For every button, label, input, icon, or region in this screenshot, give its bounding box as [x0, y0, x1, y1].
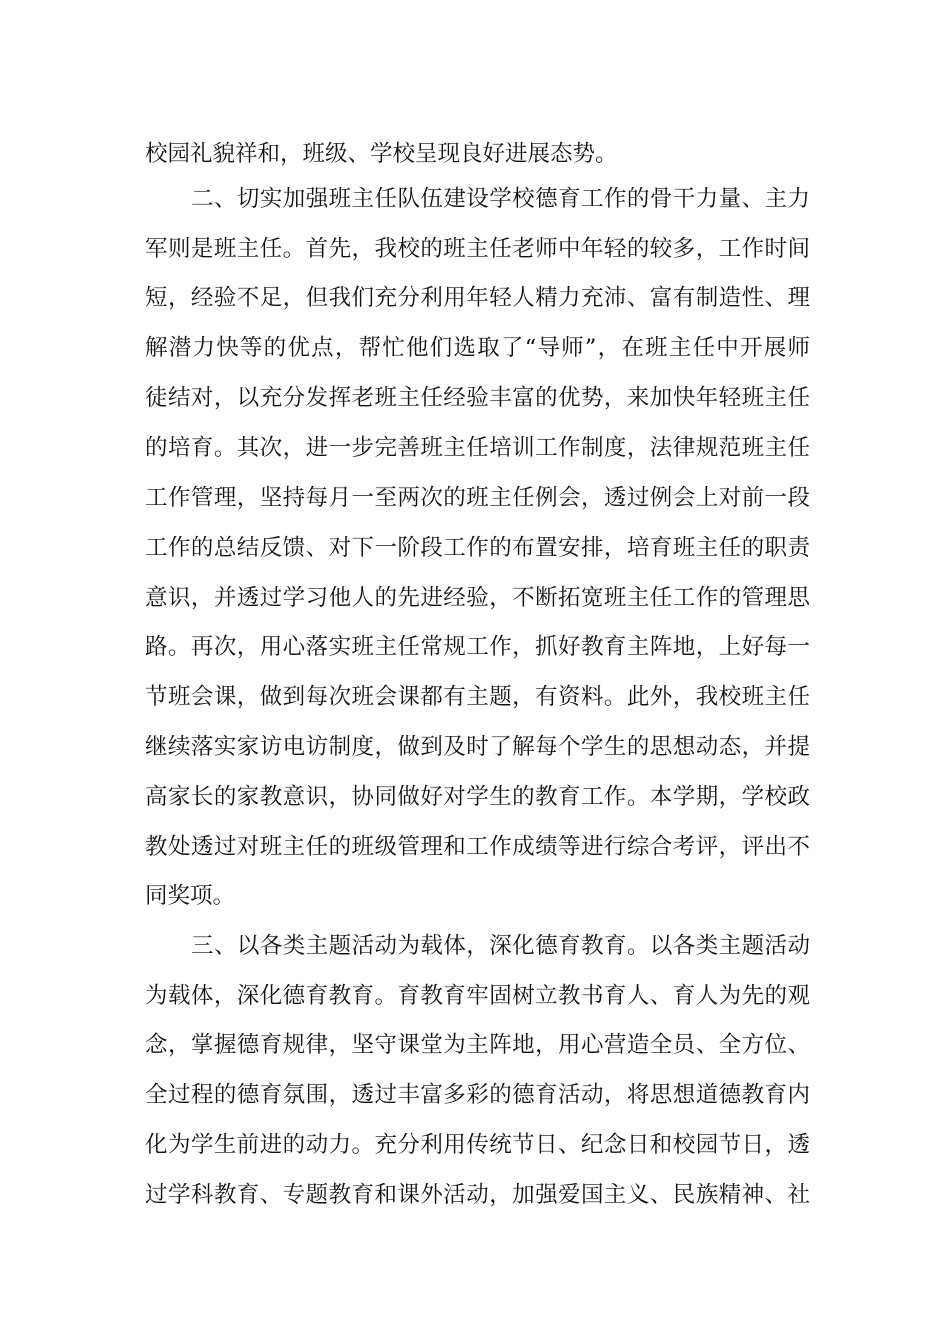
- paragraph-line: 念，掌握德育规律，坚守课堂为主阵地，用心营造全员、全方位、: [145, 1032, 810, 1058]
- paragraph-line: 徒结对，以充分发挥老班主任经验丰富的优势，来加快年轻班主任: [145, 385, 810, 411]
- paragraph-line: 高家长的家教意识，协同做好对学生的教育工作。本学期，学校政: [145, 784, 810, 810]
- paragraph-line: 工作管理，坚持每月一至两次的班主任例会，透过例会上对前一段: [145, 485, 810, 511]
- paragraph-line: 过学科教育、专题教育和课外活动，加强爱国主义、民族精神、社: [145, 1182, 810, 1208]
- paragraph-line: 的培育。其次，进一步完善班主任培训工作制度，法律规范班主任: [145, 435, 810, 461]
- paragraph-line: 节班会课，做到每次班会课都有主题，有资料。此外，我校班主任: [145, 684, 810, 710]
- paragraph-first-line: 三、以各类主题活动为载体，深化德育教育。以各类主题活动: [191, 933, 810, 959]
- paragraph-line: 继续落实家访电访制度，做到及时了解每个学生的思想动态，并提: [145, 734, 810, 760]
- paragraph-line: 短，经验不足，但我们充分利用年轻人精力充沛、富有制造性、理: [145, 285, 810, 311]
- paragraph-line: 工作的总结反馈、对下一阶段工作的布置安排，培育班主任的职责: [145, 535, 810, 561]
- paragraph-last-line: 同奖项。: [145, 883, 236, 909]
- paragraph-line: 为载体，深化德育教育。育教育牢固树立教书育人、育人为先的观: [145, 983, 810, 1009]
- paragraph-line: 路。再次，用心落实班主任常规工作，抓好教育主阵地，上好每一: [145, 634, 810, 660]
- paragraph-line: 意识，并透过学习他人的先进经验，不断拓宽班主任工作的管理思: [145, 585, 810, 611]
- paragraph-line: 全过程的德育氛围，透过丰富多彩的德育活动，将思想道德教育内: [145, 1082, 810, 1108]
- paragraph-line: 解潜力快等的优点，帮忙他们选取了“导师”，在班主任中开展师: [145, 335, 810, 361]
- paragraph-line: 军则是班主任。首先，我校的班主任老师中年轻的较多，工作时间: [145, 236, 810, 262]
- paragraph-line: 教处透过对班主任的班级管理和工作成绩等进行综合考评，评出不: [145, 834, 810, 860]
- paragraph-first-line: 二、切实加强班主任队伍建设学校德育工作的骨干力量、主力: [191, 186, 810, 212]
- paragraph-line: 化为学生前进的动力。充分利用传统节日、纪念日和校园节日，透: [145, 1132, 810, 1158]
- paragraph-line: 校园礼貌祥和，班级、学校呈现良好进展态势。: [145, 141, 618, 167]
